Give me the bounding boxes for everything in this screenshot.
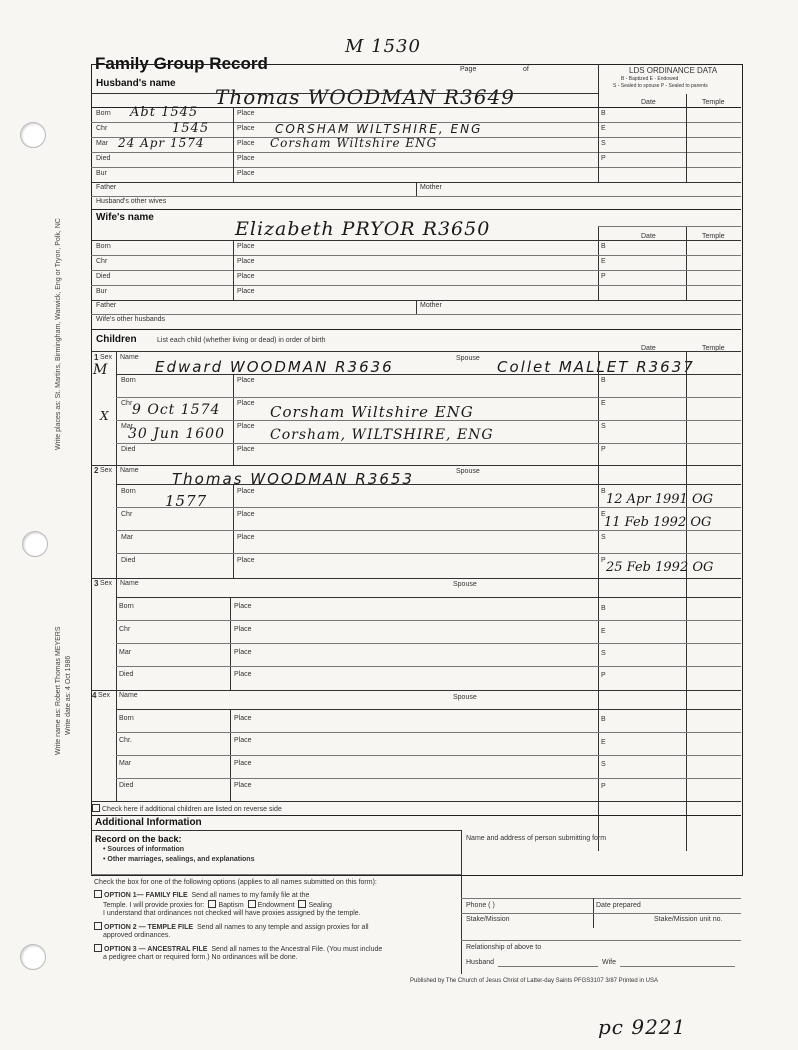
additional-info-title: Additional Information (95, 817, 202, 828)
child-1-ord-p: P (601, 446, 606, 453)
ordinance-legend-1: B - Baptized E - Endowed (621, 76, 679, 82)
wife-father-label: Father (96, 302, 117, 309)
husband-bur-label: Bur (96, 170, 107, 177)
baptism-checkbox[interactable] (208, 900, 216, 908)
child-4-chr-label: Chr. (119, 737, 132, 744)
wife-died-place-label: Place (237, 273, 255, 280)
option-1[interactable] (94, 890, 309, 899)
child-2-mar-label: Mar (121, 534, 134, 541)
child-2-mar-place-label: Place (237, 534, 255, 541)
wife-ord-p: P (601, 273, 606, 280)
option-2-text: Send all names to any temple and assign proxies for all (196, 924, 369, 931)
record-back-bullet-2: • Other marriages, sealings, and explanations (103, 856, 255, 863)
margin-write-places: Write places as: St. Martins, Birmingham, Warwick, Eng or Tryon, Polk, NC (55, 218, 62, 450)
option-2[interactable] (94, 922, 369, 931)
child-2-number: 2 (94, 466, 99, 475)
child-3-died-place-label: Place (234, 671, 252, 678)
publisher-footer: Published by The Church of Jesus Christ of Latter-day Saints PFGS3107 3/87 Printed in USA (410, 978, 659, 984)
child-3-ord-b: B (601, 605, 606, 612)
husband-temple-header: Temple (702, 99, 725, 106)
wife-born-place-label: Place (237, 243, 255, 250)
option-2-text-2: approved ordinances. (103, 932, 171, 939)
of-label: of (523, 66, 529, 73)
stake-label: Stake/Mission (466, 916, 510, 923)
option-1-title: OPTION 1— FAMILY FILE (104, 892, 188, 899)
wife-born-label: Born (96, 243, 111, 250)
endowment-checkbox[interactable] (248, 900, 256, 908)
child-4-mar-place-label: Place (234, 760, 252, 767)
option-1-text-3: I understand that ordinances not checked will have proxies assigned by the temple. (103, 910, 361, 917)
child-2-chr-place-label: Place (237, 511, 255, 518)
child-1-name-value[interactable]: Edward WOODMAN R3636 (155, 358, 394, 376)
child-2-died-label: Died (121, 557, 136, 564)
additional-children-text: Check here if additional children are listed on reverse side (102, 806, 282, 813)
child-3-spouse-label: Spouse (453, 581, 477, 588)
child-3-mar-label: Mar (119, 649, 132, 656)
child-2-chr-label: Chr (121, 511, 133, 518)
option-3-text-2: a pedigree chart or required form.) No ordinances will be done. (103, 954, 298, 961)
child-2-b-date-value[interactable]: 12 Apr 1991 OG (606, 492, 713, 507)
child-3-chr-label: Chr (119, 626, 131, 633)
child-4-spouse-label: Spouse (453, 694, 477, 701)
child-1-mar-place-value[interactable]: Corsham, WILTSHIRE, ENG (270, 427, 494, 443)
option-1-checkbox[interactable] (94, 890, 102, 898)
punch-hole-middle (22, 531, 48, 557)
husband-father-label: Father (96, 184, 117, 191)
child-2-ord-s: S (601, 534, 606, 541)
child-2-ord-b: B (601, 488, 606, 495)
child-4-died-label: Died (119, 782, 134, 789)
husband-ord-e: E (601, 125, 606, 132)
phone-label: Phone ( ) (466, 902, 495, 909)
child-2-name-label: Name (120, 467, 139, 474)
wife-name-value[interactable]: Elizabeth PRYOR R3650 (235, 218, 491, 240)
husband-mar-value[interactable]: 24 Apr 1574 (118, 136, 205, 150)
child-4-ord-b: B (601, 716, 606, 723)
child-1-born-label: Born (121, 377, 136, 384)
child-1-spouse-value[interactable]: Collet MALLET R3637 (497, 358, 695, 376)
sealing-label: Sealing (308, 902, 332, 909)
children-label: Children (96, 334, 137, 345)
child-3-chr-place-label: Place (234, 626, 252, 633)
sealing-checkbox[interactable] (298, 900, 306, 908)
child-2-ord-e: E (601, 511, 606, 518)
child-2-spouse-label: Spouse (456, 468, 480, 475)
child-1-ord-b: B (601, 377, 606, 384)
child-4-name-label: Name (119, 692, 138, 699)
child-1-name-label: Name (120, 354, 139, 361)
child-2-died-place-label: Place (237, 557, 255, 564)
ordinance-header (598, 64, 742, 94)
wife-bur-label: Bur (96, 288, 107, 295)
option-2-title: OPTION 2 — TEMPLE FILE (104, 924, 194, 931)
additional-children-box[interactable] (92, 804, 100, 812)
husband-mar-place-value[interactable]: Corsham Wiltshire ENG (270, 136, 438, 150)
child-4-number: 4 (92, 691, 97, 700)
wife-other-husbands-label: Wife's other husbands (96, 316, 166, 323)
husband-born-place-label: Place (237, 110, 255, 117)
punch-hole-bottom (20, 944, 46, 970)
child-3-ord-e: E (601, 628, 606, 635)
child-3-born-label: Born (119, 603, 134, 610)
children-instruction: List each child (whether living or dead) in order of birth (157, 337, 326, 344)
ordinance-title: LDS ORDINANCE DATA (629, 66, 718, 75)
husband-chr-place-value[interactable]: CORSHAM WILTSHIRE, ENG (275, 122, 483, 136)
husband-chr-value[interactable]: 1545 (172, 121, 210, 136)
child-2-ord-p: P (601, 557, 606, 564)
child-3-name-label: Name (120, 580, 139, 587)
child-1-number: 1 (94, 353, 99, 362)
child-4-mar-label: Mar (119, 760, 132, 767)
child-1-sex-value[interactable]: M (93, 362, 109, 378)
child-4-chr-place-label: Place (234, 737, 252, 744)
child-4-died-place-label: Place (234, 782, 252, 789)
option-1-text: Send all names to my family file at the (191, 892, 310, 899)
husband-mar-label: Mar (96, 140, 109, 147)
submitter-label: Name and address of person submitting form (466, 835, 607, 842)
child-4-sex-label: Sex (98, 692, 111, 699)
date-prepared-label: Date prepared (596, 902, 641, 909)
wife-name-label: Wife's name (96, 212, 154, 223)
child-2-born-place-label: Place (237, 488, 255, 495)
child-3-born-place-label: Place (234, 603, 252, 610)
page-label: Page (460, 66, 477, 73)
husband-chr-place-label: Place (237, 125, 255, 132)
child-1-chr-label: Chr (121, 400, 133, 407)
wife-ord-b: B (601, 243, 606, 250)
husband-died-place-label: Place (237, 155, 255, 162)
margin-write-date: Write date as: 4 Oct 1986 (65, 655, 72, 735)
wife-temple-header: Temple (702, 233, 725, 240)
relationship-husband-label: Husband (466, 959, 495, 966)
husband-ord-s: S (601, 140, 606, 147)
child-3-mar-place-label: Place (234, 649, 252, 656)
option-1-line-2 (103, 900, 332, 909)
children-date-header: Date (641, 345, 656, 352)
child-1-sex-label: Sex (100, 354, 113, 361)
child-2-name-value[interactable]: Thomas WOODMAN R3653 (172, 470, 415, 488)
child-3-number: 3 (94, 579, 99, 588)
child-1-died-label: Died (121, 446, 136, 453)
record-back-label: Record on the back: (95, 834, 182, 844)
child-3-sex-label: Sex (100, 580, 113, 587)
husband-ord-b: B (601, 110, 606, 117)
handwritten-footer-code: pc 9221 (598, 1015, 687, 1039)
child-1-spouse-label: Spouse (456, 355, 480, 362)
wife-chr-label: Chr (96, 258, 108, 265)
child-4-born-place-label: Place (234, 715, 252, 722)
margin-write-name: Write name as: Robert Thomas MEYERS (55, 626, 62, 755)
wife-bur-place-label: Place (237, 288, 255, 295)
option-3-title: OPTION 3 — ANCESTRAL FILE (104, 946, 208, 953)
additional-children-checkbox[interactable] (92, 804, 282, 813)
child-4-ord-p: P (601, 783, 606, 790)
child-1-mar-place-label: Place (237, 423, 255, 430)
husband-name-label: Husband's name (96, 78, 176, 89)
husband-mar-place-label: Place (237, 140, 255, 147)
option-3[interactable] (94, 944, 382, 953)
husband-date-header: Date (641, 99, 656, 106)
form-title: Family Group Record (95, 54, 268, 73)
option-2-checkbox[interactable] (94, 922, 102, 930)
child-2-p-date-value[interactable]: 25 Feb 1992 OG (606, 560, 714, 575)
child-2-born-value[interactable]: 1577 (165, 492, 208, 510)
baptism-label: Baptism (218, 902, 244, 909)
child-4-ord-e: E (601, 739, 606, 746)
relationship-label: Relationship of above to (466, 944, 542, 951)
child-2-e-date-value[interactable]: 11 Feb 1992 OG (604, 515, 712, 530)
wife-chr-place-label: Place (237, 258, 255, 265)
wife-mother-label: Mother (420, 302, 442, 309)
child-2-born-label: Born (121, 488, 136, 495)
option-3-checkbox[interactable] (94, 944, 102, 952)
child-1-mar-label: Mar (121, 423, 134, 430)
handwritten-record-id: M 1530 (345, 36, 421, 57)
ordinance-legend-2: S - Sealed to spouse P - Sealed to parents (613, 83, 708, 89)
husband-born-label: Born (96, 110, 111, 117)
child-4-born-label: Born (119, 715, 134, 722)
option-3-text: Send all names to the Ancestral File. (You must include (211, 946, 383, 953)
record-back-bullet-2-text: Other marriages, sealings, and explanations (107, 856, 255, 863)
child-2-sex-label: Sex (100, 467, 113, 474)
record-back-bullet-1-text: Sources of information (107, 846, 185, 853)
child-1-died-place-label: Place (237, 446, 255, 453)
child-3-ord-p: P (601, 672, 606, 679)
child-1-chr-value[interactable]: 9 Oct 1574 (132, 402, 221, 418)
child-4-ord-s: S (601, 761, 606, 768)
punch-hole-top (20, 122, 46, 148)
endowment-label: Endowment (257, 902, 295, 909)
record-back-bullet-1: • Sources of information (103, 846, 185, 853)
child-1-chr-place-label: Place (237, 400, 255, 407)
child-3-died-label: Died (119, 671, 134, 678)
child-3-ord-s: S (601, 650, 606, 657)
relationship-wife-label: Wife (602, 959, 616, 966)
child-1-born-place-label: Place (237, 377, 255, 384)
child-1-mark: X (100, 409, 110, 423)
wife-died-label: Died (96, 273, 111, 280)
husband-chr-label: Chr (96, 125, 108, 132)
child-1-ord-e: E (601, 400, 606, 407)
option-1-text-2: Temple. I will provide proxies for: (103, 902, 205, 909)
wife-ord-e: E (601, 258, 606, 265)
husband-ord-p: P (601, 155, 606, 162)
wife-date-header: Date (641, 233, 656, 240)
child-1-mar-value[interactable]: 30 Jun 1600 (128, 426, 225, 442)
husband-mother-label: Mother (420, 184, 442, 191)
stake-unit-label: Stake/Mission unit no. (654, 916, 723, 923)
options-intro: Check the box for one of the following options (applies to all names submitted on this form): (94, 879, 377, 886)
husband-died-label: Died (96, 155, 111, 162)
husband-other-wives-label: Husband's other wives (96, 198, 167, 205)
husband-born-value[interactable]: Abt 1545 (130, 105, 199, 120)
husband-name-value[interactable]: Thomas WOODMAN R3649 (215, 85, 515, 109)
children-temple-header: Temple (702, 345, 725, 352)
child-1-ord-s: S (601, 423, 606, 430)
child-1-chr-place-value[interactable]: Corsham Wiltshire ENG (270, 403, 474, 421)
husband-bur-place-label: Place (237, 170, 255, 177)
